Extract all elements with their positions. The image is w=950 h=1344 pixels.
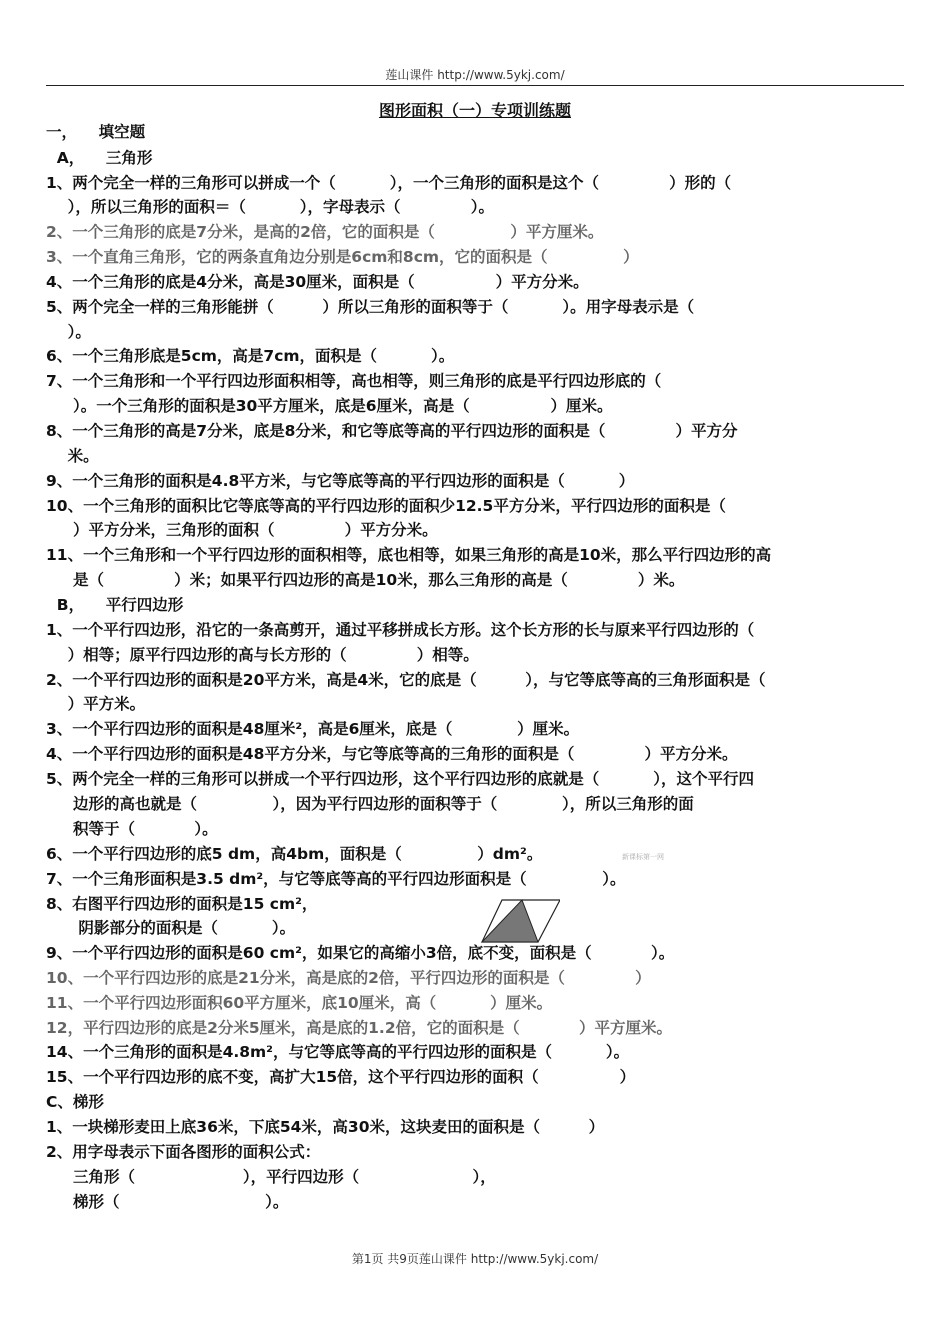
worksheet-line: A， 三角形 [46, 149, 153, 167]
worksheet-line: 14、一个三角形的面积是4.8m²，与它等底等高的平行四边形的面积是（ ）。 [46, 1043, 630, 1061]
worksheet-line: ）平方米。 [46, 695, 146, 713]
worksheet-line: 2、一个三角形的底是7分米，是高的2倍，它的面积是（ ）平方厘米。 [46, 223, 604, 241]
worksheet-line: 10、一个三角形的面积比它等底等高的平行四边形的面积少12.5平方分米，平行四边形的面积是（ [46, 497, 726, 515]
page-header: 莲山课件 http://www.5ykj.com/ [385, 68, 565, 82]
worksheet-line: 1、一个平行四边形，沿它的一条高剪开，通过平移拼成长方形。这个长方形的长与原来平行四边形的（ [46, 621, 755, 639]
worksheet-line: 7、一个三角形和一个平行四边形面积相等，高也相等，则三角形的底是平行四边形底的（ [46, 372, 662, 390]
worksheet-line: 6、一个三角形底是5cm，高是7cm，面积是（ ）。 [46, 347, 455, 365]
worksheet-line: 4、一个三角形的底是4分米，高是30厘米，面积是（ ）平方分米。 [46, 273, 589, 291]
worksheet-line: 1、两个完全一样的三角形可以拼成一个（ ），一个三角形的面积是这个（ ）形的（ [46, 174, 732, 192]
worksheet-line: 9、一个三角形的面积是4.8平方米，与它等底等高的平行四边形的面积是（ ） [46, 472, 635, 490]
worksheet-line: 4、一个平行四边形的面积是48平方分米，与它等底等高的三角形的面积是（ ）平方分米。 [46, 745, 738, 763]
worksheet-line: 阴影部分的面积是（ ）。 [46, 919, 296, 937]
worksheet-line: 5、两个完全一样的三角形能拼（ ）所以三角形的面积等于（ ）。用字母表示是（ [46, 298, 695, 316]
worksheet-line: 11、一个平行四边形面积60平方厘米，底10厘米，高（ ）厘米。 [46, 994, 553, 1012]
worksheet-line: 3、一个平行四边形的面积是48厘米²，高是6厘米，底是（ ）厘米。 [46, 720, 580, 738]
worksheet-line: 10、一个平行四边形的底是21分米，高是底的2倍，平行四边形的面积是（ ） [46, 969, 651, 987]
worksheet-line: 5、两个完全一样的三角形可以拼成一个平行四边形，这个平行四边形的底就是（ ），这个平行四 [46, 770, 755, 788]
worksheet-line: ）。 [46, 323, 91, 341]
worksheet-line: 2、一个平行四边形的面积是20平方米，高是4米，它的底是（ ），与它等底等高的三角形面积是（ [46, 671, 766, 689]
worksheet-line: 1、一块梯形麦田上底36米，下底54米，高30米，这块麦田的面积是（ ） [46, 1118, 605, 1136]
worksheet-line: 15、一个平行四边形的底不变，高扩大15倍，这个平行四边形的面积（ ） [46, 1068, 636, 1086]
worksheet-line: 边形的高也就是（ ），因为平行四边形的面积等于（ ），所以三角形的面 [46, 795, 694, 813]
worksheet-line: 8、一个三角形的高是7分米，底是8分米，和它等底等高的平行四边形的面积是（ ）平方分 [46, 422, 738, 440]
worksheet-line: 一， 填空题 [46, 123, 146, 141]
worksheet-line: ），所以三角形的面积＝（ ），字母表示（ ）。 [46, 198, 494, 216]
page-footer: 第1页 共9页莲山课件 http://www.5ykj.com/ [351, 1252, 599, 1266]
worksheet-line: B， 平行四边形 [46, 596, 184, 614]
worksheet-line: 6、一个平行四边形的底5 dm，高4bm，面积是（ ）dm²。 [46, 845, 543, 863]
worksheet-line: 3、一个直角三角形，它的两条直角边分别是6cm和8cm，它的面积是（ ） [46, 248, 639, 266]
shaded-triangle [482, 900, 538, 942]
worksheet-line: ）相等；原平行四边形的高与长方形的（ ）相等。 [46, 646, 479, 664]
worksheet-line: 梯形（ ）。 [46, 1193, 289, 1211]
page-title: 图形面积（一）专项训练题 [378, 101, 571, 120]
worksheet-line: C、梯形 [46, 1093, 104, 1111]
watermark-text: 新课标第一网 [622, 853, 664, 861]
worksheet-line: 是（ ）米；如果平行四边形的高是10米，那么三角形的高是（ ）米。 [46, 571, 685, 589]
worksheet-line: 2、用字母表示下面各图形的面积公式： [46, 1143, 321, 1161]
worksheet-line: ）平方分米，三角形的面积（ ）平方分米。 [46, 521, 438, 539]
worksheet-line: 三角形（ ），平行四边形（ ）， [46, 1168, 496, 1186]
header-rule [46, 85, 904, 86]
worksheet-line: 8、右图平行四边形的面积是15 cm²， [46, 895, 318, 913]
worksheet-line: ）。一个三角形的面积是30平方厘米，底是6厘米，高是（ ）厘米。 [46, 397, 613, 415]
worksheet-line: 米。 [46, 447, 99, 465]
parallelogram-figure [480, 898, 560, 944]
worksheet-line: 12，平行四边形的底是2分米5厘米，高是底的1.2倍，它的面积是（ ）平方厘米。 [46, 1019, 672, 1037]
worksheet-line: 9、一个平行四边形的面积是60 cm²，如果它的高缩小3倍，底不变，面积是（ ）。 [46, 944, 675, 962]
worksheet-line: 积等于（ ）。 [46, 820, 218, 838]
worksheet-line: 7、一个三角形面积是3.5 dm²，与它等底等高的平行四边形面积是（ ）。 [46, 870, 626, 888]
worksheet-line: 11、一个三角形和一个平行四边形的面积相等，底也相等，如果三角形的高是10米，那么平行四边形的高 [46, 546, 772, 564]
